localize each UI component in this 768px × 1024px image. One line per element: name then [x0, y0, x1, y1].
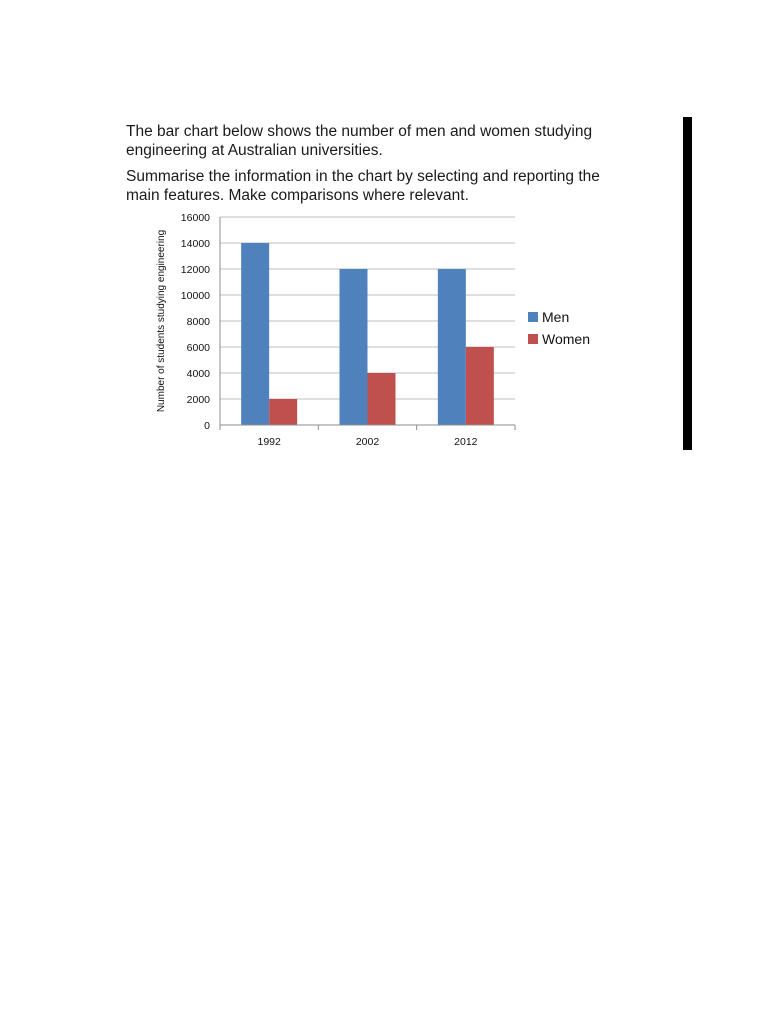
prompt-line-2: engineering at Australian universities.	[126, 142, 383, 159]
bars	[241, 243, 494, 425]
x-tick-label: 2012	[454, 436, 478, 448]
y-tick-label: 6000	[186, 342, 210, 354]
bar-women-2002	[368, 373, 396, 425]
bar-men-2002	[340, 269, 368, 425]
prompt-line-4: main features. Make comparisons where relevant.	[126, 187, 469, 204]
legend-swatch-men	[528, 312, 538, 322]
bar-women-2012	[466, 347, 494, 425]
legend-swatch-women	[528, 334, 538, 344]
prompt-paragraph-1	[126, 122, 626, 160]
x-tick-label: 2002	[355, 436, 380, 448]
y-tick-label: 4000	[186, 368, 210, 380]
bar-men-1992	[241, 243, 269, 425]
bar-chart	[150, 205, 630, 455]
y-tick-label: 12000	[180, 264, 210, 276]
bar-women-1992	[269, 399, 297, 425]
y-tick-label: 16000	[180, 212, 210, 224]
bar-men-2012	[438, 269, 466, 425]
y-tick-label: 0	[204, 420, 210, 432]
prompt-paragraph-2	[126, 167, 626, 205]
task-prompt	[126, 122, 626, 212]
y-axis-label: Number of students studying engineering	[156, 229, 167, 413]
legend	[528, 309, 590, 347]
y-tick-label: 8000	[186, 316, 210, 328]
y-tick-label: 14000	[180, 238, 210, 250]
legend-label-men: Men	[542, 309, 570, 325]
y-tick-label: 10000	[180, 290, 210, 302]
legend-label-women: Women	[542, 331, 590, 347]
y-tick-label: 2000	[186, 394, 210, 406]
prompt-line-1: The bar chart below shows the number of men and women studying	[126, 123, 593, 140]
x-tick-label: 1992	[257, 436, 281, 448]
prompt-line-3: Summarise the information in the chart by selecting and reporting the	[126, 168, 600, 185]
vertical-black-bar	[683, 117, 692, 450]
